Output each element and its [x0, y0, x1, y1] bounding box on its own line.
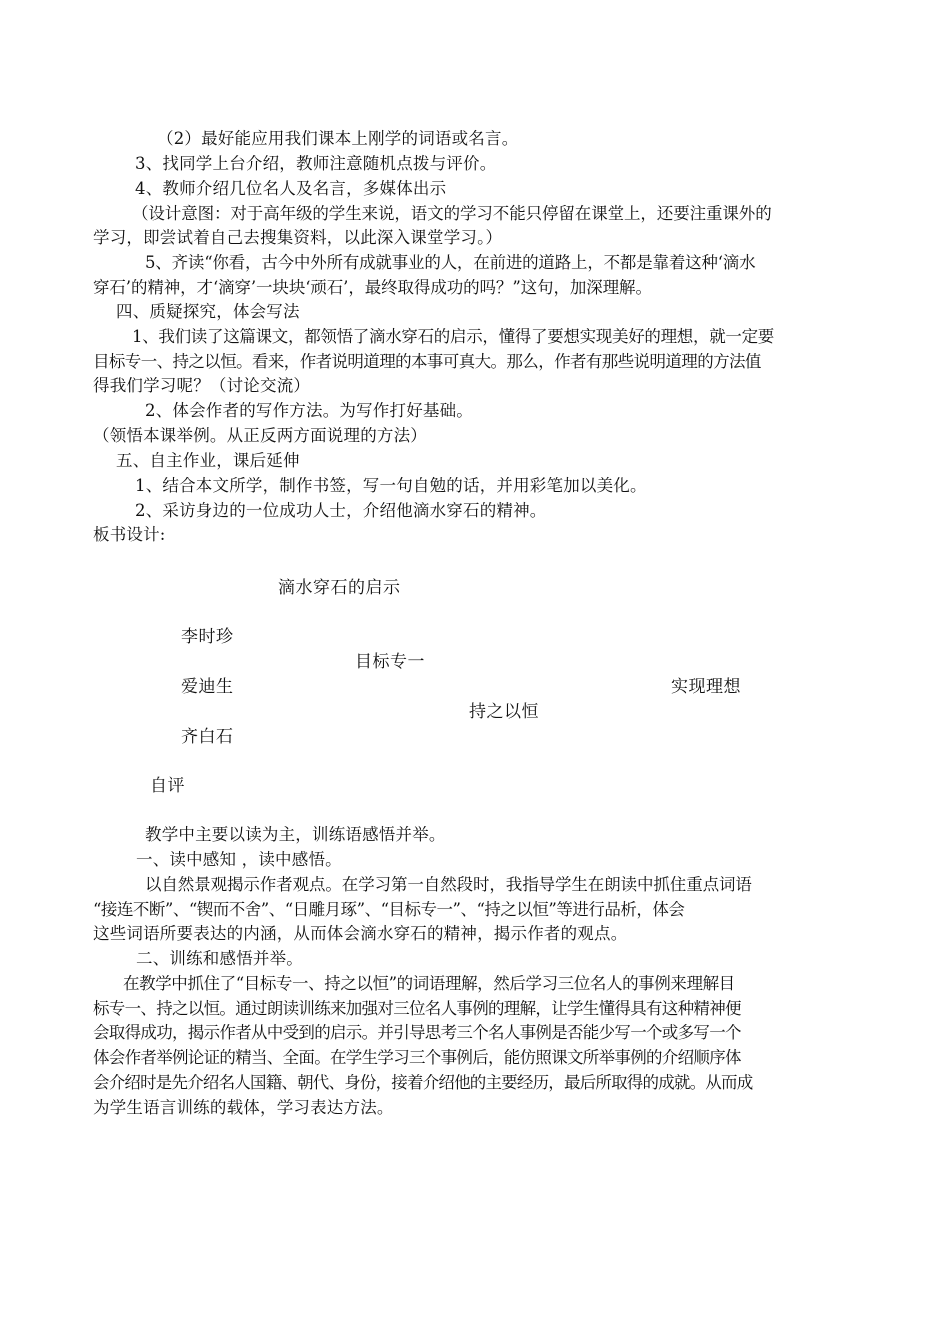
text-line: 2、体会作者的写作方法。为写作打好基础。 [145, 401, 473, 420]
section-heading: 五、自主作业，课后延伸 [116, 451, 300, 470]
text-line: 4、教师介绍几位名人及名言，多媒体出示 [135, 179, 447, 198]
section-heading: 四、质疑探究，体会写法 [116, 302, 300, 321]
text-line: 这些词语所要表达的内涵，从而体会滴水穿石的精神，揭示作者的观点。 [93, 924, 628, 943]
section-heading: 一、读中感知 ，读中感悟。 [136, 850, 342, 869]
section-heading: 二、训练和感悟并举。 [136, 949, 303, 968]
board-focus: 目标专一 [355, 652, 425, 672]
text-line: 1、我们读了这篇课文，都领悟了滴水穿石的启示，懂得了要想实现美好的理想，就一定要 [132, 327, 774, 346]
text-line: （领悟本课举例。从正反两方面说理的方法） [93, 426, 427, 445]
text-line: 1、结合本文所学，制作书签，写一句自勉的话，并用彩笔加以美化。 [135, 476, 647, 495]
text-line: 2、采访身边的一位成功人士，介绍他滴水穿石的精神。 [135, 501, 547, 520]
text-line: 以自然景观揭示作者观点。在学习第一自然段时，我指导学生在朗读中抓住重点词语 [145, 875, 752, 894]
text-line: 体会作者举例论证的精当、全面。在学生学习三个事例后，能仿照课文所举事例的介绍顺序体 [93, 1048, 741, 1067]
text-line: 学习，即尝试着自己去搜集资料，以此深入课堂学习。） [93, 228, 503, 247]
text-line: 会介绍时是先介绍名人国籍、朝代、身份，接着介绍他的主要经历，最后所取得的成就。从而成 [93, 1073, 753, 1092]
board-persist: 持之以恒 [469, 702, 539, 722]
review-heading: 自评 [150, 776, 185, 796]
board-label: 板书设计: [93, 525, 166, 544]
text-line: 标专一、持之以恒。通过朗读训练来加强对三位名人事例的理解，让学生懂得具有这种精神便 [93, 999, 741, 1018]
text-line: 教学中主要以读为主，训练语感悟并举。 [145, 825, 446, 844]
board-person-2: 爱迪生 [181, 677, 234, 697]
text-line: 为学生语言训练的载体，学习表达方法。 [93, 1098, 394, 1117]
board-goal: 实现理想 [671, 677, 741, 697]
board-title: 滴水穿石的启示 [278, 578, 401, 598]
text-line: 得我们学习呢？（讨论交流） [93, 376, 311, 395]
board-person-3: 齐白石 [181, 727, 234, 747]
board-person-1: 李时珍 [181, 627, 234, 647]
text-line: 会取得成功，揭示作者从中受到的启示。并引导思考三个名人事例是否能少写一个或多写一个 [93, 1023, 741, 1042]
text-line: （2）最好能应用我们课本上刚学的词语或名言。 [157, 129, 519, 148]
text-line: “接连不断”、“锲而不舍”、“日雕月琢”、“目标专一”、“持之以恒”等进行品析，体会 [93, 900, 685, 919]
text-line: 目标专一、持之以恒。看来，作者说明道理的本事可真大。那么，作者有那些说明道理的方法值 [93, 352, 761, 371]
text-line: （设计意图：对于高年级的学生来说，语文的学习不能只停留在课堂上，还要注重课外的 [132, 204, 772, 223]
text-line: 3、找同学上台介绍，教师注意随机点拨与评价。 [135, 154, 497, 173]
text-line: 穿石’的精神，才‘滴穿’一块块‘顽石’，最终取得成功的吗？”这句，加深理解。 [93, 278, 652, 297]
text-line: 在教学中抓住了“目标专一、持之以恒”的词语理解，然后学习三位名人的事例来理解目 [123, 974, 735, 993]
text-line: 5、齐读“你看，古今中外所有成就事业的人，在前进的道路上，不都是靠着这种‘滴水 [145, 253, 756, 272]
